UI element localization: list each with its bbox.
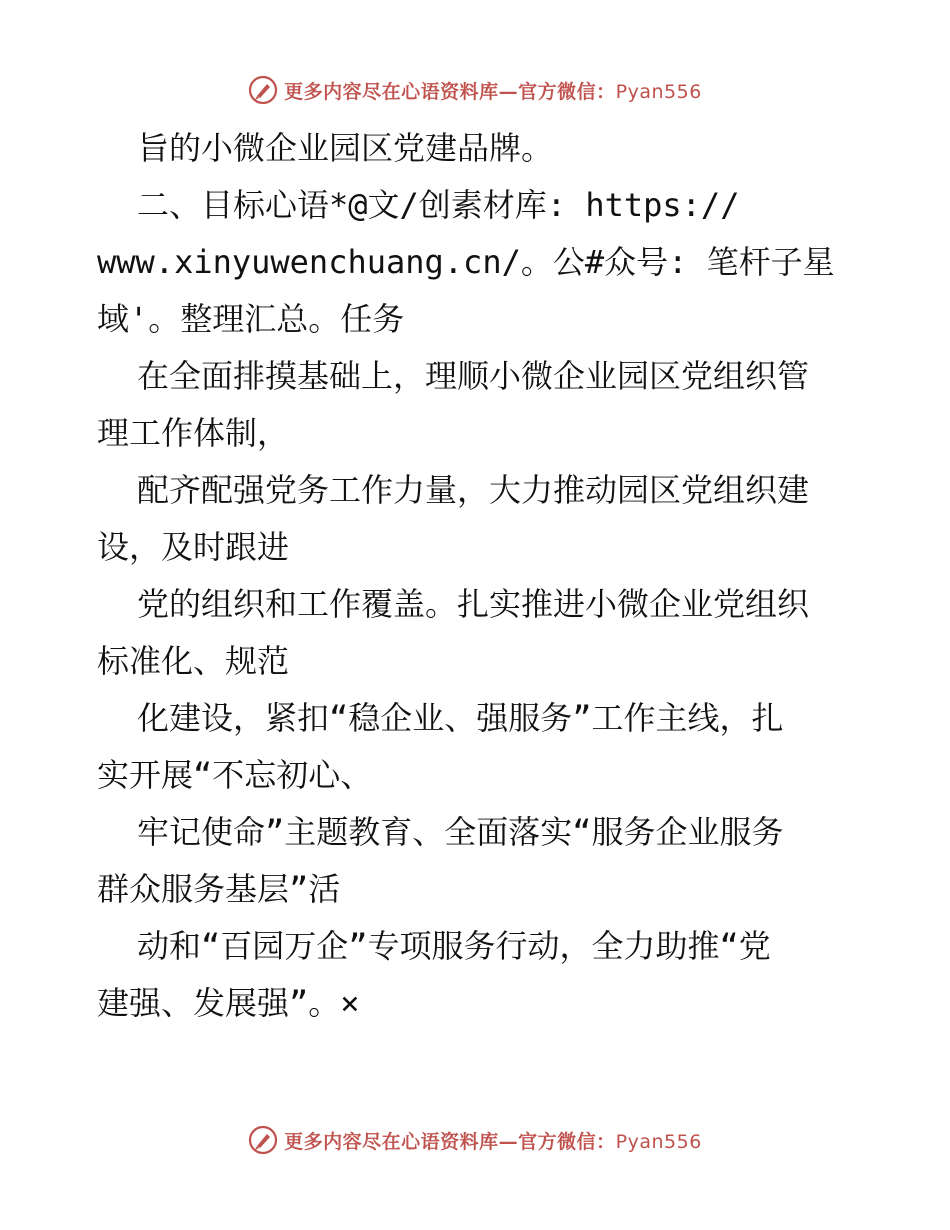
paragraph-8: 动和“百园万企”专项服务行动，全力助推“党 建强、发展强”。× <box>97 927 771 1022</box>
paragraph-6: 化建设，紧扣“稳企业、强服务”工作主线，扎 实开展“不忘初心、 <box>97 699 784 794</box>
paragraph-2: 二、目标心语*@文/创素材库: https:// www.xinyuwenchuang.cn/。公#众号: 笔杆子星 域'。整理汇总。任务 <box>97 186 835 338</box>
paragraph-1: 旨的小微企业园区党建品牌。 <box>137 129 554 167</box>
wechat-id: Pyan556 <box>615 80 702 103</box>
pen-nib-circle-icon <box>248 1125 278 1155</box>
watermark-text: 更多内容尽在心语资料库—官方微信：Pyan556 <box>284 80 702 103</box>
paragraph-5: 党的组织和工作覆盖。扎实推进小微企业党组织 标准化、规范 <box>97 585 810 680</box>
header-watermark <box>0 70 950 110</box>
document-body <box>97 120 857 1032</box>
footer-watermark <box>0 1120 950 1160</box>
paragraph-7: 牢记使命”主题教育、全面落实“服务企业服务 群众服务基层”活 <box>97 813 784 908</box>
wechat-id: Pyan556 <box>615 1130 702 1153</box>
paragraph-3: 在全面排摸基础上，理顺小微企业园区党组织管 理工作体制， <box>97 357 810 452</box>
paragraph-4: 配齐配强党务工作力量，大力推动园区党组织建 设，及时跟进 <box>97 471 810 566</box>
watermark-text: 更多内容尽在心语资料库—官方微信：Pyan556 <box>284 1130 702 1153</box>
pen-nib-circle-icon <box>248 75 278 105</box>
